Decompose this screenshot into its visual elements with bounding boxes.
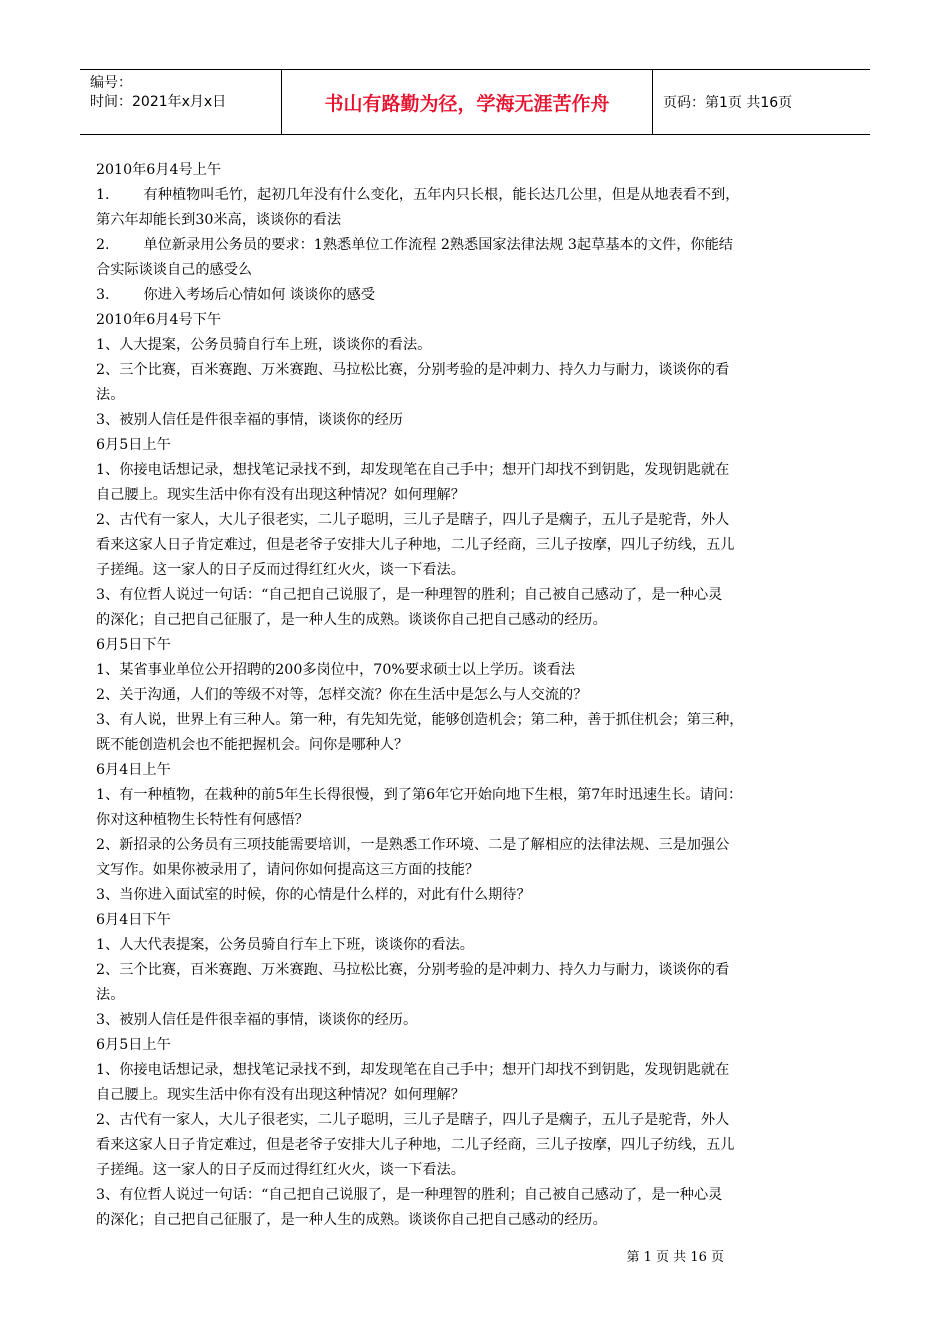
document-body [96, 158, 861, 1233]
text-line: 1、人大代表提案，公务员骑自行车上下班，谈谈你的看法。 [96, 937, 474, 953]
text-line: 6月5日上午 [96, 1037, 171, 1053]
text-line: 2. 单位新录用公务员的要求：1熟悉单位工作流程 2熟悉国家法律法规 3起草基本的文件，你能结 [96, 237, 733, 253]
text-line: 1、某省事业单位公开招聘的200多岗位中，70%要求硕士以上学历。谈看法 [96, 662, 576, 678]
text-line: 你对这种植物生长特性有何感悟？ [96, 812, 309, 828]
text-line: 3、有位哲人说过一句话：“自己把自己说服了，是一种理智的胜利；自己被自己感动了，是一种心灵 [96, 587, 723, 603]
text-line: 1、有一种植物，在栽种的前5年生长得很慢，到了第6年它开始向地下生根，第7年时迅速生长。请问： [96, 787, 743, 803]
text-line: 1、人大提案，公务员骑自行车上班，谈谈你的看法。 [96, 337, 432, 353]
text-line: 1、你接电话想记录，想找笔记录找不到，却发现笔在自己手中；想开门却找不到钥匙，发现钥匙就在 [96, 462, 730, 478]
text-line: 文写作。如果你被录用了，请问你如何提高这三方面的技能？ [96, 862, 480, 878]
text-line: 3、有人说，世界上有三种人。第一种，有先知先觉，能够创造机会；第二种，善于抓住机会；第三种， [96, 712, 744, 728]
text-line: 6月5日上午 [96, 437, 171, 453]
text-line: 子搓绳。这一家人的日子反而过得红红火火，谈一下看法。 [96, 562, 465, 578]
document-date-label: 时间：2021年x月x日 [90, 94, 227, 110]
text-line: 合实际谈谈自己的感受么 [96, 262, 253, 278]
text-line: 2010年6月4号下午 [96, 312, 222, 328]
footer-page-number: 第 1 页 共 16 页 [626, 1250, 724, 1265]
text-line: 第六年却能长到30米高，谈谈你的看法 [96, 212, 342, 228]
text-line: 2、古代有一家人，大儿子很老实，二儿子聪明，三儿子是瞎子，四儿子是瘸子，五儿子是驼背，外人 [96, 512, 730, 528]
text-line: 3. 你进入考场后心情如何 谈谈你的感受 [96, 287, 376, 303]
text-line: 子搓绳。这一家人的日子反而过得红红火火，谈一下看法。 [96, 1162, 465, 1178]
text-line: 法。 [96, 987, 125, 1003]
text-line: 的深化；自己把自己征服了，是一种人生的成熟。谈谈你自己把自己感动的经历。 [96, 1212, 607, 1228]
page-header [80, 69, 870, 135]
text-line: 2、古代有一家人，大儿子很老实，二儿子聪明，三儿子是瞎子，四儿子是瘸子，五儿子是驼背，外人 [96, 1112, 730, 1128]
page-footer [0, 1246, 950, 1265]
text-line: 既不能创造机会也不能把握机会。问你是哪种人？ [96, 737, 409, 753]
text-line: 2、新招录的公务员有三项技能需要培训，一是熟悉工作环境、二是了解相应的法律法规、三是加强公 [96, 837, 730, 853]
text-line: 看来这家人日子肯定难过，但是老爷子安排大儿子种地，二儿子经商，三儿子按摩，四儿子纺线，五儿 [96, 1137, 735, 1153]
text-line: 3、被别人信任是件很幸福的事情，谈谈你的经历 [96, 412, 403, 428]
text-line: 自己腰上。现实生活中你有没有出现这种情况？如何理解？ [96, 1087, 465, 1103]
header-meta [80, 70, 281, 134]
text-line: 1、你接电话想记录，想找笔记录找不到，却发现笔在自己手中；想开门却找不到钥匙，发现钥匙就在 [96, 1062, 730, 1078]
text-line: 2、三个比赛，百米赛跑、万米赛跑、马拉松比赛，分别考验的是冲刺力、持久力与耐力，谈谈你的看 [96, 962, 730, 978]
text-line: 3、有位哲人说过一句话：“自己把自己说服了，是一种理智的胜利；自己被自己感动了，是一种心灵 [96, 1187, 723, 1203]
text-line: 3、当你进入面试室的时候，你的心情是什么样的，对此有什么期待？ [96, 887, 531, 903]
text-line: 6月4日上午 [96, 762, 171, 778]
text-line: 6月5日下午 [96, 637, 171, 653]
text-line: 3、被别人信任是件很幸福的事情，谈谈你的经历。 [96, 1012, 418, 1028]
document-number-label: 编号： [90, 75, 132, 91]
text-line: 法。 [96, 387, 125, 403]
text-line: 看来这家人日子肯定难过，但是老爷子安排大儿子种地，二儿子经商，三儿子按摩，四儿子纺线，五儿 [96, 537, 735, 553]
text-line: 2、三个比赛，百米赛跑、万米赛跑、马拉松比赛，分别考验的是冲刺力、持久力与耐力，谈谈你的看 [96, 362, 730, 378]
header-page-number: 页码：第1页 共16页 [663, 95, 793, 111]
text-line: 2010年6月4号上午 [96, 162, 222, 178]
text-line: 1. 有种植物叫毛竹，起初几年没有什么变化，五年内只长根，能长达几公里，但是从地表看不到， [96, 187, 740, 203]
header-motto: 书山有路勤为径，学海无涯苦作舟 [281, 70, 653, 134]
text-line: 自己腰上。现实生活中你有没有出现这种情况？如何理解？ [96, 487, 465, 503]
text-line: 6月4日下午 [96, 912, 171, 928]
text-line: 2、关于沟通，人们的等级不对等，怎样交流？你在生活中是怎么与人交流的？ [96, 687, 588, 703]
text-line: 的深化；自己把自己征服了，是一种人生的成熟。谈谈你自己把自己感动的经历。 [96, 612, 607, 628]
